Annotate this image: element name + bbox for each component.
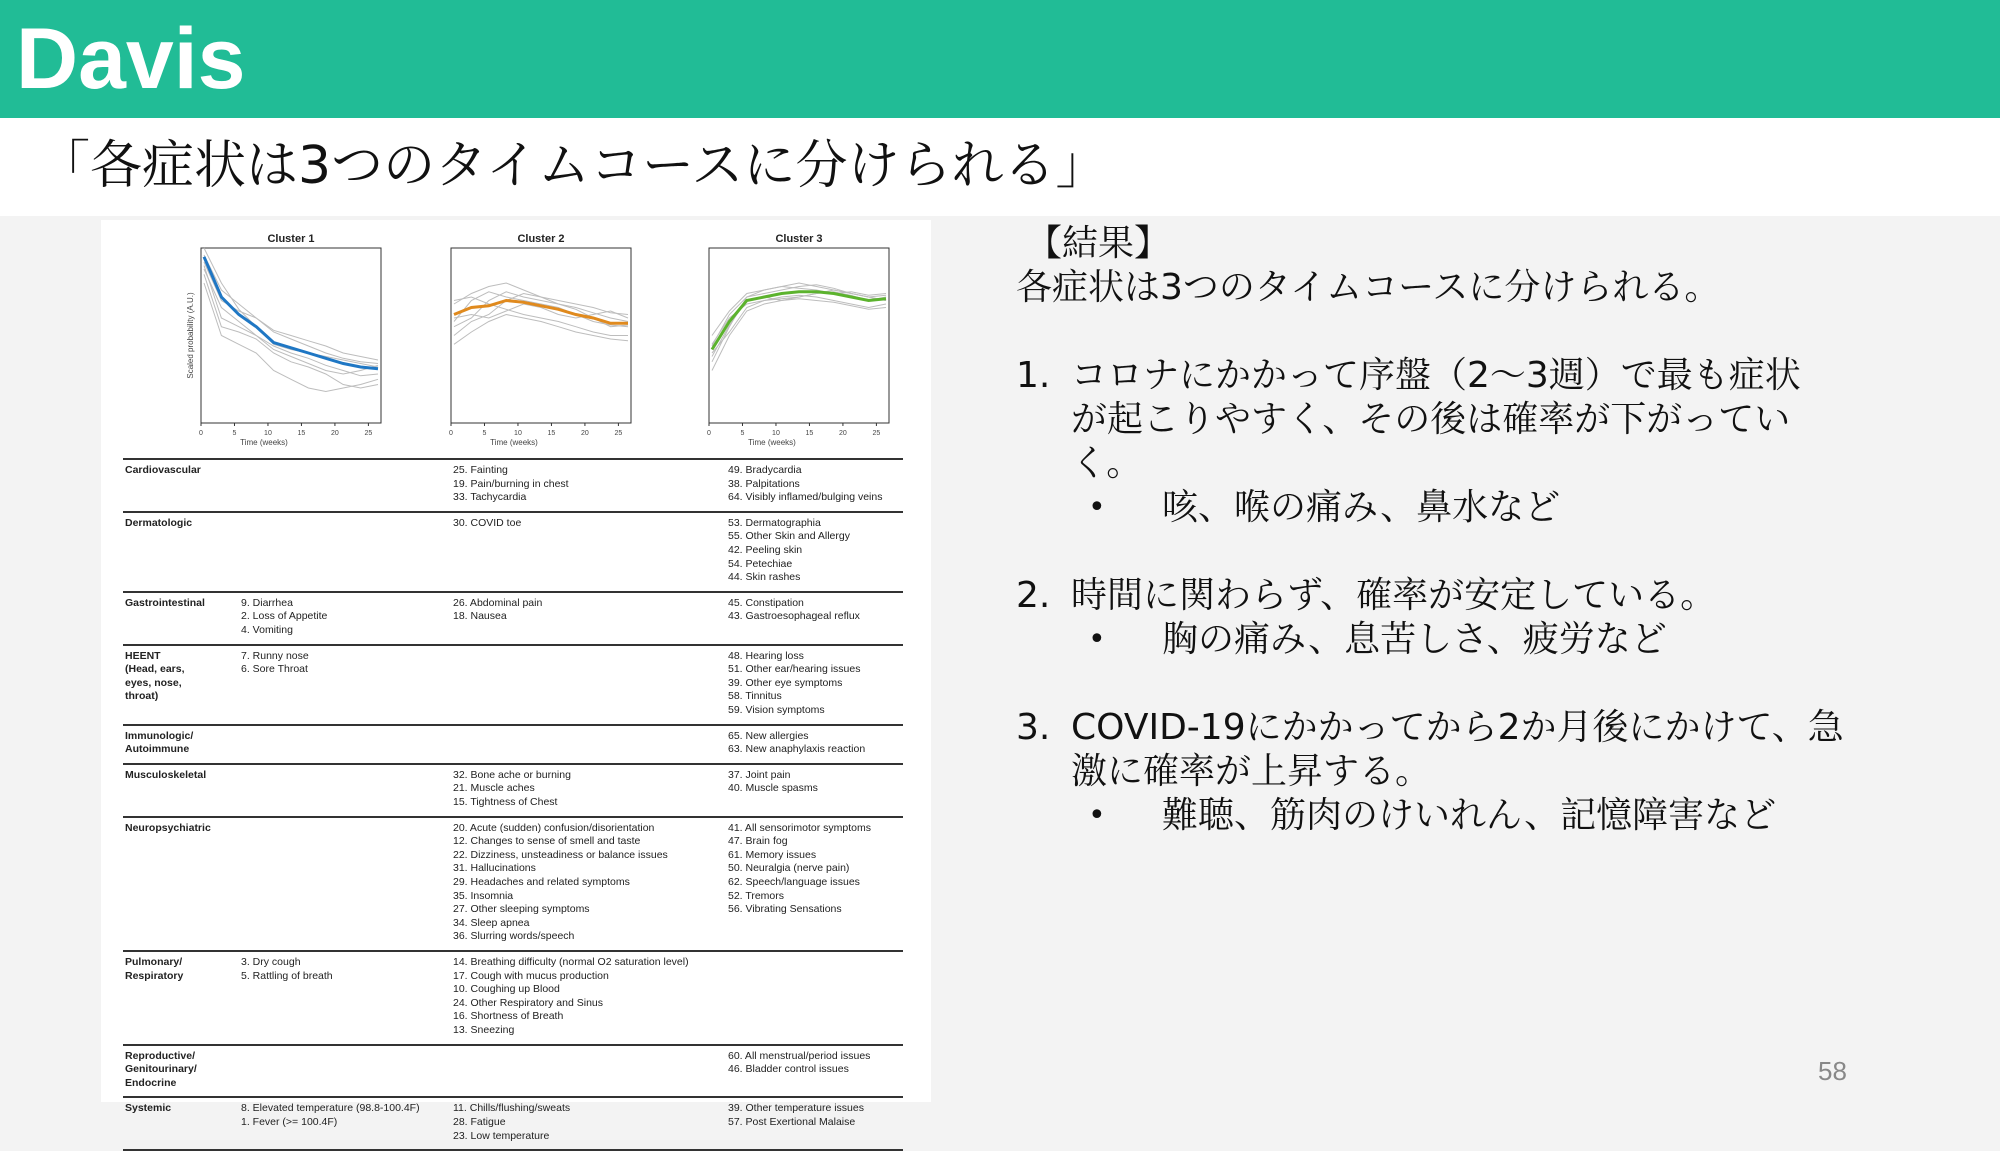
x-tick-label: 15 bbox=[805, 430, 814, 437]
cluster-3-symptoms: 39. Other temperature issues 57. Post Exertional Malaise bbox=[728, 1102, 864, 1128]
list-text: 時間に関わらず、確率が安定している。 bbox=[1071, 575, 1717, 616]
cluster-1-symptoms: 3. Dry cough 5. Rattling of breath bbox=[241, 955, 333, 982]
y-axis-label: Scaled probability (A.U.) bbox=[186, 292, 195, 379]
list-number: 3. bbox=[1016, 707, 1051, 748]
table-category: Reproductive/ Genitourinary/ Endocrine bbox=[125, 1049, 197, 1089]
cluster-3-symptoms: 60. All menstrual/period issues 46. Bladder control issues bbox=[728, 1049, 871, 1076]
x-tick-label: 25 bbox=[614, 430, 623, 437]
cluster-3-symptoms: 65. New allergies 63. New anaphylaxis reaction bbox=[728, 729, 866, 756]
cluster-2-symptoms: 32. Bone ache or burning 21. Muscle aches 15. Tightness of Chest bbox=[453, 768, 571, 808]
x-tick-label: 15 bbox=[547, 430, 556, 437]
x-tick-label: 0 bbox=[449, 430, 453, 437]
cluster-2-symptoms: 25. Fainting 19. Pain/burning in chest 33. Tachycardia bbox=[453, 464, 569, 504]
table-category: Neuropsychiatric bbox=[125, 821, 211, 834]
table-category: Systemic bbox=[125, 1102, 172, 1115]
x-tick-label: 15 bbox=[297, 430, 306, 437]
sample-line bbox=[204, 274, 378, 388]
cluster-3-symptoms: 45. Constipation 43. Gastroesophageal reflux bbox=[728, 596, 860, 623]
x-axis-label: Time (weeks) bbox=[490, 438, 538, 447]
bullet-text: 咳、喉の痛み、鼻水など bbox=[1162, 487, 1561, 528]
x-tick-label: 0 bbox=[707, 430, 711, 437]
mean-line bbox=[204, 257, 378, 369]
cluster-title: Cluster 2 bbox=[517, 233, 565, 245]
list-number: 2. bbox=[1016, 575, 1051, 616]
cluster-1-symptoms: 8. Elevated temperature (98.8-100.4F) 1. Fever (>= 100.4F) bbox=[241, 1102, 420, 1128]
cluster-2-symptoms: 26. Abdominal pain 18. Nausea bbox=[453, 596, 543, 623]
table-row bbox=[123, 644, 903, 724]
table-category: Immunologic/ Autoimmune bbox=[125, 729, 194, 756]
sample-line bbox=[454, 294, 628, 336]
table-category: Musculoskeletal bbox=[125, 768, 207, 781]
cluster-plots bbox=[101, 220, 931, 456]
bullet-text: 難聴、筋肉のけいれん、記憶障害など bbox=[1162, 795, 1777, 836]
x-tick-label: 20 bbox=[839, 430, 847, 437]
sample-line bbox=[454, 315, 628, 345]
cluster-3-symptoms: 37. Joint pain 40. Muscle spasms bbox=[728, 768, 818, 795]
result-item-2 bbox=[1016, 574, 1916, 662]
subtitle-band bbox=[0, 118, 2000, 216]
result-summary: 各症状は3つのタイムコースに分けられる。 bbox=[1016, 267, 1721, 308]
cluster-title: Cluster 1 bbox=[267, 233, 315, 245]
list-text: コロナにかかって序盤（2〜3週）で最も症状が起こりやすく、その後は確率が下がっていく。 bbox=[1071, 355, 1801, 484]
list-bullet bbox=[1088, 486, 1916, 530]
mean-line bbox=[712, 292, 886, 350]
bullet-icon: • bbox=[1088, 622, 1106, 657]
table-category: Gastrointestinal bbox=[125, 596, 205, 609]
table-row bbox=[123, 816, 903, 950]
table-row bbox=[123, 458, 903, 511]
x-tick-label: 5 bbox=[232, 430, 237, 437]
cluster-2-symptoms: 11. Chills/flushing/sweats 28. Fatigue 23. Low temperature bbox=[453, 1102, 571, 1142]
cluster-3-symptoms: 41. All sensorimotor symptoms 47. Brain fog 61. Memory issues 50. Neuralgia (nerve pain) 62. Speech/language issues 52. Tremors 56. Vibrating Sensations bbox=[728, 821, 871, 916]
table-row bbox=[123, 763, 903, 816]
table-row bbox=[123, 1044, 903, 1097]
symptom-table bbox=[123, 458, 903, 1151]
cluster-1-symptoms: 7. Runny nose 6. Sore Throat bbox=[241, 649, 309, 676]
plot-frame bbox=[709, 248, 889, 423]
cluster-title: Cluster 3 bbox=[775, 233, 823, 245]
list-bullet bbox=[1088, 618, 1916, 662]
slide-subtitle: 「各症状は3つのタイムコースに分けられる」 bbox=[38, 136, 1108, 196]
cluster-2-symptoms: 20. Acute (sudden) confusion/disorientation 12. Changes to sense of smell and taste 22. Dizziness, unsteadiness or balance issues 31. Hallucinations 29. Headaches and related symptoms 35. Insomnia 27. Other sleeping symptoms 34. Sleep apnea 36. Slurring words/speech bbox=[453, 821, 668, 943]
table-category: Cardiovascular bbox=[125, 464, 201, 476]
x-tick-label: 25 bbox=[364, 430, 373, 437]
list-bullet bbox=[1088, 794, 1916, 838]
cluster-1-symptoms: 9. Diarrhea 2. Loss of Appetite 4. Vomiting bbox=[241, 596, 328, 636]
result-heading: 【結果】 bbox=[1026, 223, 1171, 264]
x-axis-label: Time (weeks) bbox=[240, 438, 288, 447]
cluster-3-symptoms: 49. Bradycardia 38. Palpitations 64. Visibly inflamed/bulging veins bbox=[728, 464, 883, 504]
result-item-1 bbox=[1016, 354, 1916, 530]
list-number: 1. bbox=[1016, 355, 1051, 396]
bullet-text: 胸の痛み、息苦しさ、疲労など bbox=[1162, 619, 1667, 660]
sample-line bbox=[204, 266, 378, 375]
slide-title: Davis bbox=[16, 11, 246, 107]
x-axis-label: Time (weeks) bbox=[748, 438, 796, 447]
bullet-icon: • bbox=[1088, 798, 1106, 833]
x-tick-label: 0 bbox=[199, 430, 203, 437]
table-category: HEENT (Head, ears, eyes, nose, throat) bbox=[125, 649, 185, 703]
cluster-2-symptoms: 14. Breathing difficulty (normal O2 saturation level) 17. Cough with mucus production 10. Coughing up Blood 24. Other Respiratory and Sinus 16. Shortness of Breath 13. Sneezing bbox=[453, 955, 689, 1036]
x-tick-label: 10 bbox=[514, 430, 522, 437]
header-bar bbox=[0, 0, 2000, 118]
cluster-2-symptoms: 30. COVID toe bbox=[453, 516, 522, 529]
cluster-3-symptoms: 53. Dermatographia 55. Other Skin and Allergy 42. Peeling skin 54. Petechiae 44. Skin rashes bbox=[728, 516, 850, 584]
x-tick-label: 10 bbox=[772, 430, 780, 437]
table-category: Dermatologic bbox=[125, 516, 193, 529]
bullet-icon: • bbox=[1088, 490, 1106, 525]
table-row bbox=[123, 591, 903, 644]
page-number: 58 bbox=[1818, 1056, 1847, 1086]
x-tick-label: 5 bbox=[482, 430, 487, 437]
x-tick-label: 20 bbox=[581, 430, 589, 437]
table-row bbox=[123, 950, 903, 1044]
x-tick-label: 20 bbox=[331, 430, 339, 437]
table-row bbox=[123, 511, 903, 591]
paper-figure bbox=[101, 220, 931, 1142]
result-section bbox=[1016, 222, 1916, 838]
table-row bbox=[123, 1096, 903, 1149]
table-category: Pulmonary/ Respiratory bbox=[125, 955, 184, 982]
sample-line bbox=[204, 283, 378, 392]
x-tick-label: 5 bbox=[740, 430, 745, 437]
x-tick-label: 10 bbox=[264, 430, 272, 437]
sample-line bbox=[712, 295, 886, 353]
cluster-3-symptoms: 48. Hearing loss 51. Other ear/hearing issues 39. Other eye symptoms 58. Tinnitus 59. Vision symptoms bbox=[728, 649, 861, 716]
result-item-3 bbox=[1016, 706, 1916, 838]
x-tick-label: 25 bbox=[872, 430, 881, 437]
plot-frame bbox=[451, 248, 631, 423]
list-text: COVID-19にかかってから2か月後にかけて、急激に確率が上昇する。 bbox=[1071, 707, 1844, 792]
table-row bbox=[123, 724, 903, 763]
